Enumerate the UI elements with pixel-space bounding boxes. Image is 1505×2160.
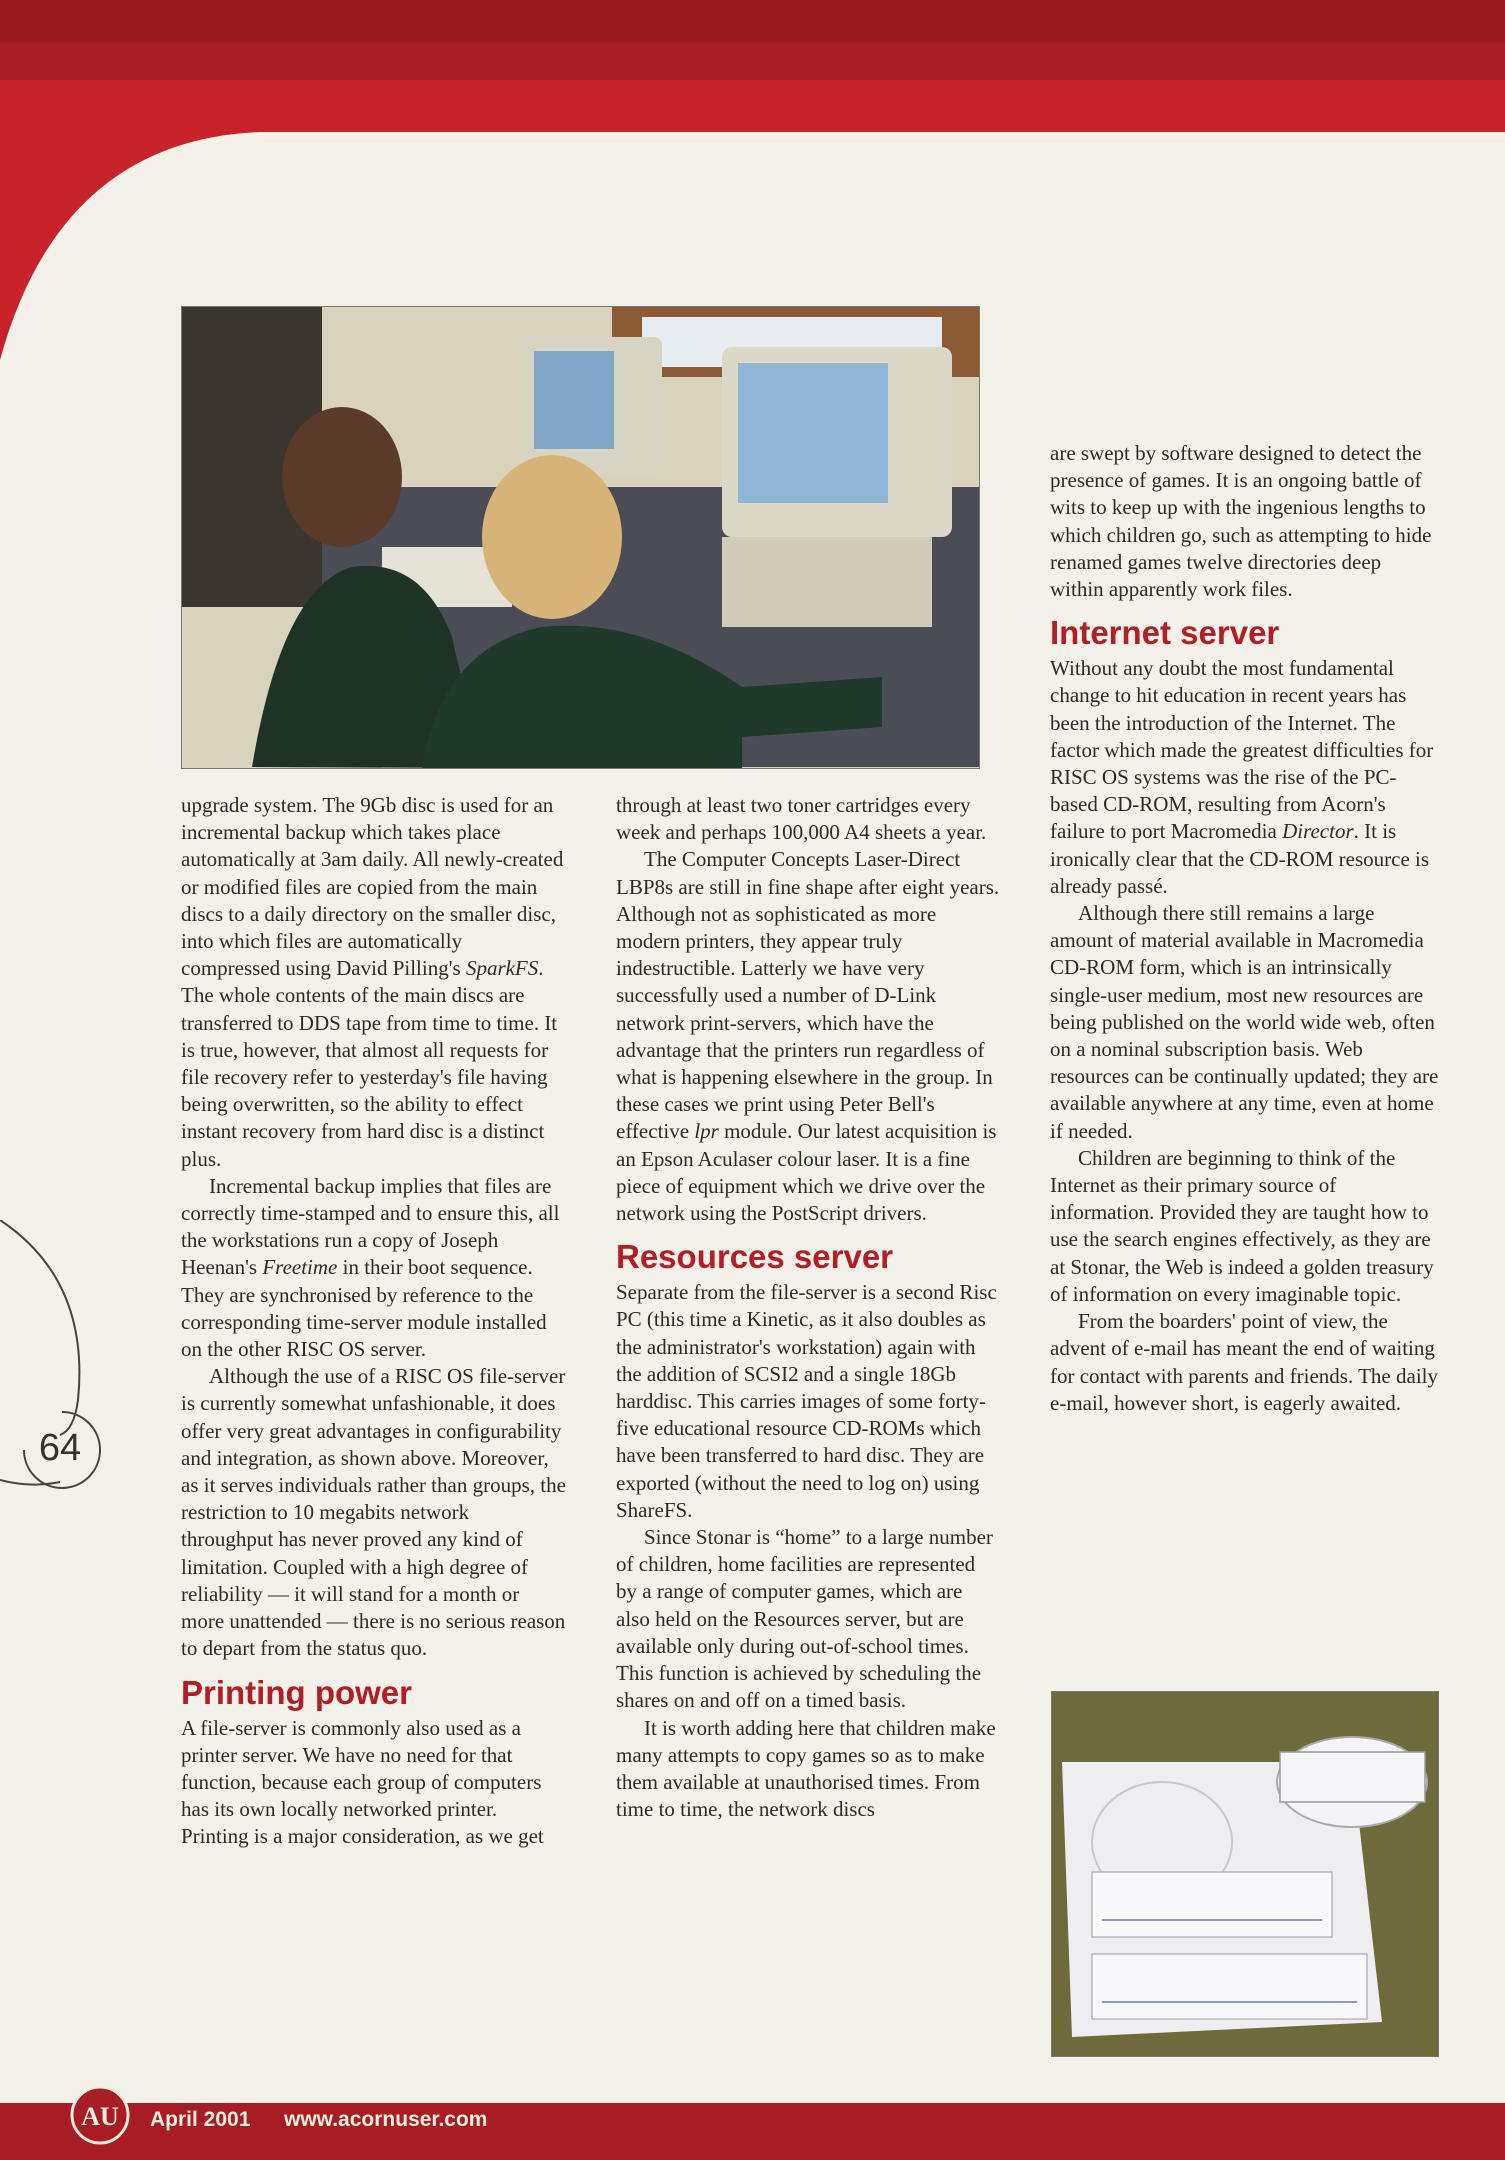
column-1: [181, 792, 566, 1851]
paragraph: Children are beginning to think of the Internet as their primary source of information. Provided they are taught how to use the search engines effectively, as they are at Stonar, the Web is indeed a golden treasury of information on every imaginable topic.: [1050, 1145, 1434, 1306]
photo-paper-model: [1051, 1691, 1439, 2057]
column-2: [616, 792, 1001, 1823]
paragraph: The Computer Concepts Laser-Direct LBP8s are still in fine shape after eight years. Although not as sophisticated as more modern printers, they appear truly indestructible. Latterly we have very successfully used a number of D-Link network print-servers, which have the advantage that the printers run regardless of what is happening elsewhere in the group. In these cases we print using Peter Bell's effective lpr module. Our latest acquisition is an Epson Aculaser colour laser. It is a fine piece of equipment which we drive over the network using the PostScript drivers.: [616, 847, 1000, 1226]
paragraph: Although the use of a RISC OS file-server is currently somewhat unfashionable, it does offer very great advantages in configurability and integration, as shown above. Moreover, as it serves individuals rather than groups, the restriction to 10 megabits network throughput has never proved any kind of limitation. Coupled with a high degree of reliability — it will stand for a month or more unattended — there is no serious reason to depart from the status quo.: [181, 1364, 566, 1661]
paragraph: are swept by software designed to detect the presence of games. It is an ongoing battle of wits to keep up with the ingenious lengths to which children go, such as attempting to hide renamed games twelve directories deep within apparently work files.: [1050, 441, 1432, 602]
heading-printing-power: Printing power: [181, 1673, 412, 1711]
paragraph: Separate from the file-server is a second Risc PC (this time a Kinetic, as it also doubles as the administrator's workstation) again with the addition of SCSI2 and a single 18Gb harddisc. This carries images of some forty-five educational resource CD-ROMs which have been transferred to hard disc. They are exported (without the need to log on) using ShareFS.: [616, 1280, 997, 1522]
paragraph: A file-server is commonly also used as a printer server. We have no need for that function, because each group of computers has its own locally networked printer. Printing is a major consideration, as we get: [181, 1715, 544, 1849]
paragraph: through at least two toner cartridges every week and perhaps 100,000 A4 sheets a year.: [616, 793, 987, 845]
column-3: [1050, 440, 1440, 1417]
website-url[interactable]: www.acornuser.com: [284, 2108, 488, 2131]
heading-internet-server: Internet server: [1050, 614, 1280, 652]
paragraph: From the boarders' point of view, the advent of e-mail has meant the end of waiting for contact with parents and friends. The daily e-mail, however short, is eagerly awaited.: [1050, 1309, 1438, 1415]
paragraph: upgrade system. The 9Gb disc is used for an incremental backup which takes place automatically at 3am daily. All newly-created or modified files are copied from the main discs to a daily directory on the smaller disc, into which files are automatically compressed using David Pilling's SparkFS. The whole contents of the main discs are transferred to DDS tape from time to time. It is true, however, that almost all requests for file recovery refer to yesterday's file having being overwritten, so the ability to effect instant recovery from hard disc is a distinct plus.: [181, 793, 564, 1171]
issue-date: April 2001: [150, 2108, 251, 2131]
heading-resources-server: Resources server: [616, 1238, 894, 1276]
paragraph: Although there still remains a large amount of material available in Macromedia CD-ROM form, which is an intrinsically single-user medium, most new resources are being published on the world wide web, often on a nominal subscription basis. Web resources can be continually updated; they are available anywhere at any time, even at home if needed.: [1050, 901, 1439, 1143]
logo-text: AU: [81, 2102, 119, 2131]
page-number: 64: [38, 1427, 82, 1469]
paragraph: Without any doubt the most fundamental change to hit education in recent years has been the introduction of the Internet. The factor which made the greatest difficulties for RISC OS systems was the rise of the PC-based CD-ROM, resulting from Acorn's failure to port Macromedia Director. It is ironically clear that the CD-ROM resource is already passé.: [1050, 656, 1434, 898]
paragraph: Since Stonar is “home” to a large number of children, home facilities are represented by a range of computer games, which are also held on the Resources server, but are available only during out-of-school times. This function is achieved by scheduling the shares on and off on a timed basis.: [616, 1525, 993, 1713]
paragraph: It is worth adding here that children make many attempts to copy games so as to make them available at unauthorised times. From time to time, the network discs: [616, 1715, 996, 1822]
paragraph: Incremental backup implies that files are correctly time-stamped and to ensure this, all the workstations run a copy of Joseph Heenan's Freetime in their boot sequence. They are synchronised by reference to the corresponding time-server module installed on the other RISC OS server.: [181, 1173, 560, 1362]
photo-students-at-computers: [181, 306, 980, 769]
